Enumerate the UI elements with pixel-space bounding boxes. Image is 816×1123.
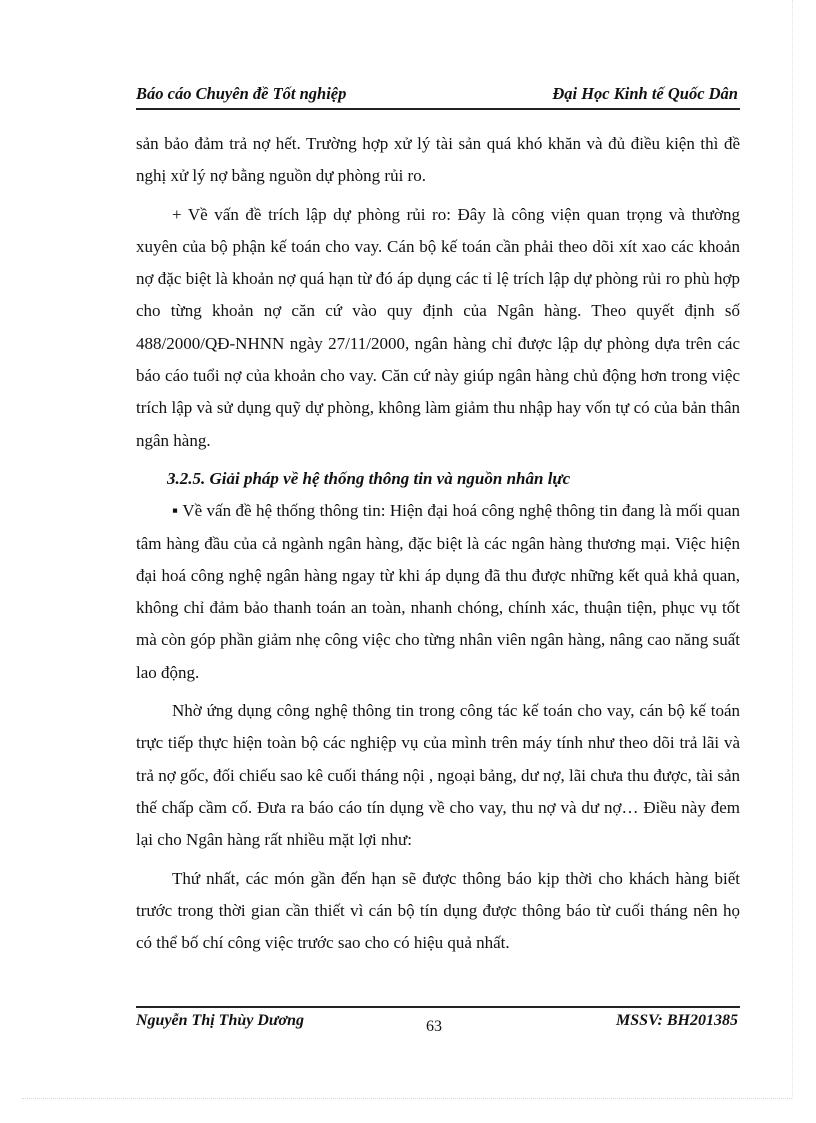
paragraph-continuation: sản bảo đảm trả nợ hết. Trường hợp xử lý tài sản quá khó khăn và đủ điều kiện thì đề nghị xử lý nợ bằng nguồn dự phòng rủi ro. [136,134,740,186]
footer-author: Nguyễn Thị Thùy Dương [136,1012,304,1029]
page-footer [136,1012,740,1046]
footer-divider [136,1006,740,1008]
section-heading: 3.2.5. Giải pháp về hệ thống thông tin và nguồn nhân lực [167,468,571,488]
paragraph-it-benefits: Nhờ ứng dụng công nghệ thông tin trong công tác kế toán cho vay, cán bộ kế toán trực tiếp thực hiện toàn bộ các nghiệp vụ của mình trên máy tính như theo dõi trả lãi và trả nợ gốc, đối chiếu sao kê cuối tháng nội , ngoại bảng, dư nợ, lãi chưa thu được, tài sản thế chấp cầm cố. Đưa ra báo cáo tín dụng về cho vay, thu nợ và dư nợ… Điều này đem lại cho Ngân hàng rất nhiều mặt lợi như: [136,701,740,850]
page-header [136,82,740,110]
paragraph-first-benefit: Thứ nhất, các món gần đến hạn sẽ được thông báo kịp thời cho khách hàng biết trước trong thời gian cần thiết vì cán bộ tín dụng được thông báo từ cuối tháng nên họ có thể bố chí công việc trước sao cho có hiệu quả nhất. [136,868,740,953]
page-edge-bottom-divider [22,1098,792,1099]
header-report-title: Báo cáo Chuyên đề Tốt nghiệp [136,84,347,103]
page-edge-right-divider [792,0,793,1098]
footer-student-id: MSSV: BH201385 [616,1012,738,1029]
page-body [136,128,740,959]
header-university: Đại Học Kinh tế Quốc Dân [552,84,738,103]
paragraph-information-system: ▪ Về vấn đề hệ thống thông tin: Hiện đại hoá công nghệ thông tin đang là mối quan tâm hàng đầu của cả ngành ngân hàng, đặc biệt là các ngân hàng thương mại. Việc hiện đại hoá công nghệ ngân hàng ngay từ khi áp dụng đã thu được những kết quả khả quan, không chỉ đảm bảo thanh toán an toàn, nhanh chóng, chính xác, thuận tiện, phục vụ tốt mà còn góp phần giảm nhẹ công việc cho từng nhân viên ngân hàng, nâng cao năng suất lao động. [136,501,740,682]
page-number: 63 [426,1018,442,1035]
paragraph-risk-provision: + Về vấn đề trích lập dự phòng rủi ro: Đây là công viện quan trọng và thường xuyên của bộ phận kế toán cho vay. Cán bộ kế toán cần phải theo dõi xít xao các khoản nợ đặc biệt là khoản nợ quá hạn từ đó áp dụng các tỉ lệ trích lập dự phòng rủi ro phù hợp cho từng khoản nợ căn cứ vào quy định của Ngân hàng. Theo quyết định số 488/2000/QĐ-NHNN ngày 27/11/2000, ngân hàng chỉ được lập dự phòng dựa trên các báo cáo tuổi nợ của khoản cho vay. Căn cứ này giúp ngân hàng chủ động hơn trong việc trích lập và sử dụng quỹ dự phòng, không làm giảm thu nhập hay vốn tự có của bản thân ngân hàng. [136,204,740,450]
